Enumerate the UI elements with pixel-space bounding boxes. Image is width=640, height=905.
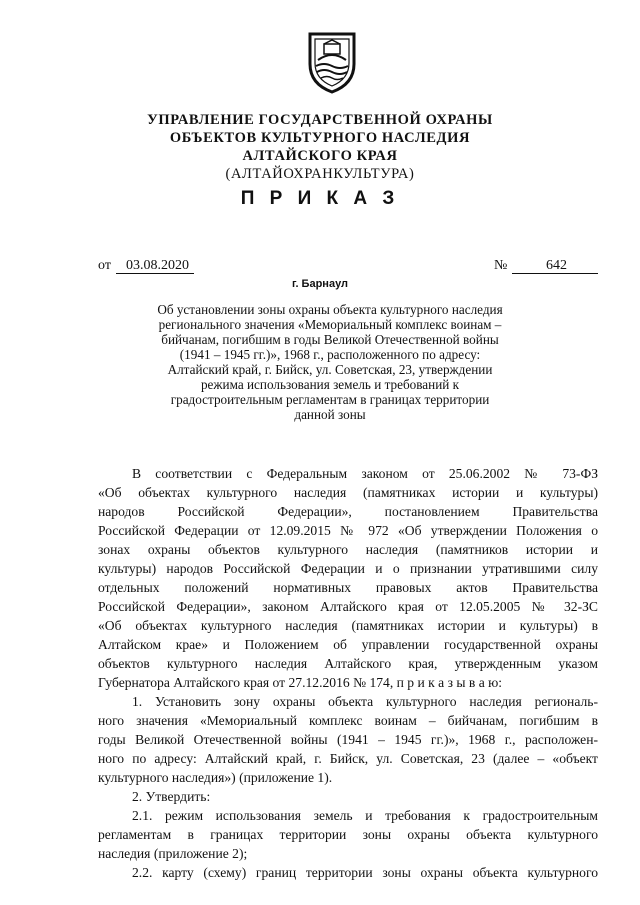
body-line: 2. Утвердить: bbox=[132, 789, 211, 804]
body-line: объектов культурного наследия Алтайского края, утвержденным указом bbox=[98, 656, 598, 671]
subject-line: (1941 – 1945 гг.)», 1968 г., расположенного по адресу: bbox=[179, 347, 481, 362]
date-prefix: от bbox=[98, 258, 111, 273]
org-name-line-2: ОБЪЕКТОВ КУЛЬТУРНОГО НАСЛЕДИЯ bbox=[169, 130, 471, 146]
body-line: 2.2. карту (схему) границ территории зоны охраны объекта культурного bbox=[132, 865, 598, 880]
subject-line: Об установлении зоны охраны объекта культурного наследия bbox=[157, 302, 503, 317]
subject-line: бийчанам, погибшим в годы Великой Отечественной войны bbox=[161, 332, 499, 347]
body-line: зонах охраны объектов культурного наследия (памятников истории и bbox=[98, 542, 598, 557]
document-date: 03.08.2020 bbox=[126, 258, 189, 273]
subject-line: режима использования земель и требований к bbox=[200, 377, 460, 392]
subject-line: регионального значения «Мемориальный комплекс воинам – bbox=[158, 317, 502, 332]
subject-line: градостроительным регламентам в границах территории bbox=[170, 392, 490, 407]
coat-of-arms-icon bbox=[302, 30, 362, 94]
body-line: Губернатора Алтайского края от 27.12.2016 № 174, п р и к а з ы в а ю: bbox=[98, 675, 503, 690]
document-type-title: П Р И К А З bbox=[240, 188, 400, 209]
body-line: культурного наследия») (приложение 1). bbox=[98, 770, 333, 785]
body-line: Российской Федерации от 12.09.2015 № 972 «Об утверждении Положения о bbox=[98, 523, 598, 538]
city-name: г. Барнаул bbox=[291, 278, 349, 290]
body-line: В соответствии с Федеральным законом от 25.06.2002 № 73-ФЗ bbox=[132, 466, 598, 481]
org-name-line-3: АЛТАЙСКОГО КРАЯ bbox=[242, 148, 398, 164]
number-prefix: № bbox=[494, 258, 508, 273]
org-name-abbrev: (АЛТАЙОХРАНКУЛЬТУРА) bbox=[225, 166, 415, 182]
body-line: отдельных положений нормативных правовых актов Правительства bbox=[98, 580, 598, 595]
body-line: регламентам в границах территории зоны охраны объекта культурного bbox=[98, 827, 598, 842]
org-name-line-1: УПРАВЛЕНИЕ ГОСУДАРСТВЕННОЙ ОХРАНЫ bbox=[147, 112, 493, 128]
number-underline bbox=[512, 273, 598, 274]
body-line: 1. Установить зону охраны объекта культурного наследия региональ- bbox=[132, 694, 598, 709]
body-line: культуры) народов Российской Федерации и о признании утратившими силу bbox=[98, 561, 598, 576]
body-line: «Об объектах культурного наследия (памятниках истории и культуры) bbox=[98, 485, 598, 500]
body-line: Российской Федерации», законом Алтайского края от 12.05.2005 № 32-ЗС bbox=[98, 599, 598, 614]
body-line: народов Российской Федерации», постановлением Правительства bbox=[98, 504, 598, 519]
body-line: наследия (приложение 2); bbox=[98, 846, 248, 861]
subject-line: Алтайский край, г. Бийск, ул. Советская, 23, утверждении bbox=[167, 362, 493, 377]
body-line: годы Великой Отечественной войны (1941 – 1945 гг.)», 1968 г., расположен- bbox=[98, 732, 598, 747]
body-line: 2.1. режим использования земель и требования к градостроительным bbox=[132, 808, 598, 823]
body-line: Алтайском крае» и Положением об управлении государственной охраны bbox=[98, 637, 598, 652]
body-line: «Об объектах культурного наследия (памятниках истории и культуры) в bbox=[98, 618, 598, 633]
date-underline bbox=[116, 273, 194, 274]
body-line: ного по адресу: Алтайский край, г. Бийск, ул. Советская, 23 (далее – «объект bbox=[98, 751, 598, 766]
body-line: ного значения «Мемориальный комплекс воинам – бийчанам, погибшим в bbox=[98, 713, 598, 728]
document-number: 642 bbox=[546, 258, 567, 273]
subject-line: данной зоны bbox=[294, 407, 366, 422]
